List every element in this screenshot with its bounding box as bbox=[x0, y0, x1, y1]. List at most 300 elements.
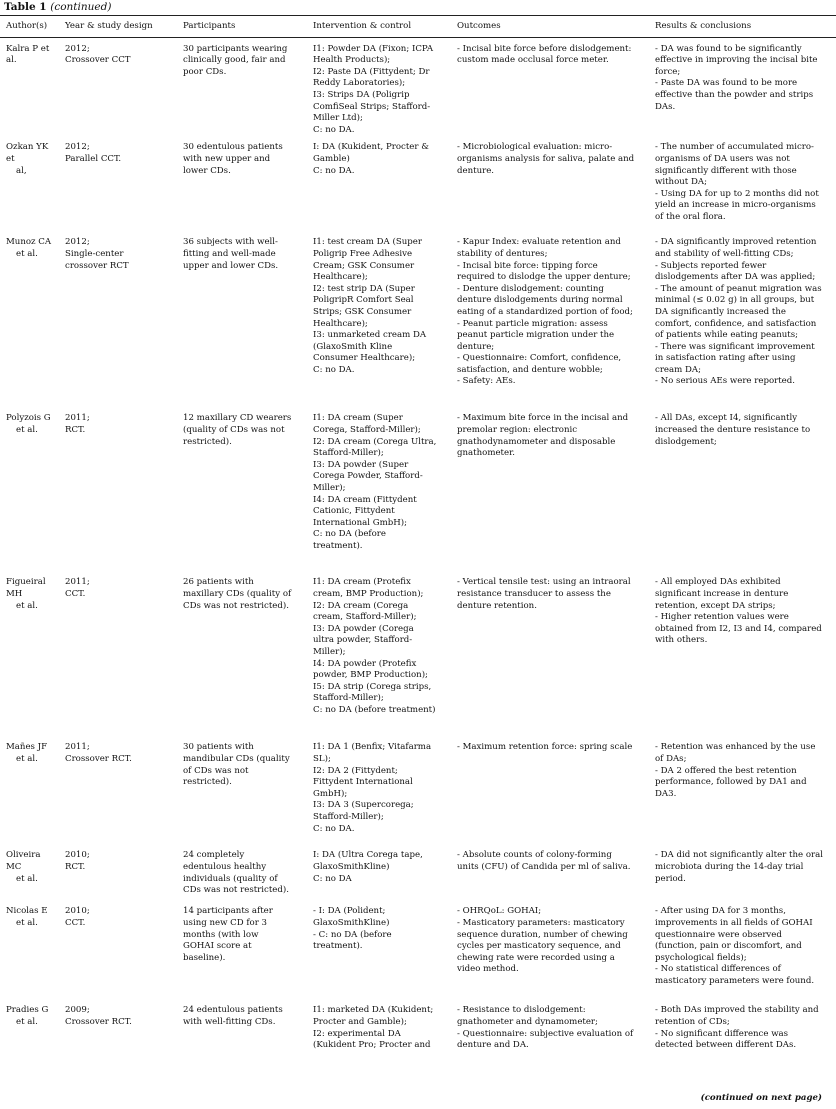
cell-text-line: Munoz CA bbox=[6, 237, 52, 248]
cell-intervention bbox=[307, 407, 451, 571]
cell-text-line: Miller); bbox=[313, 482, 346, 493]
cell-text-line: C: no DA (before bbox=[313, 529, 386, 540]
table-body bbox=[0, 37, 836, 1063]
cell-text-line: increased the denture resistance to bbox=[655, 424, 811, 435]
cell-text-line: significant increase in denture bbox=[655, 588, 789, 599]
cell-text-line: I2: test strip DA (Super bbox=[313, 283, 415, 294]
table-row bbox=[0, 37, 836, 136]
cell-text-line: I4: DA powder (Protefix bbox=[313, 658, 417, 669]
cell-text-line: treatment). bbox=[313, 540, 363, 551]
cell-text-line: (GlaxoSmith Kline bbox=[313, 341, 393, 352]
header-intervention: Intervention & control bbox=[307, 16, 451, 38]
cell-text-line: 2012; bbox=[65, 142, 90, 153]
table-row bbox=[0, 736, 836, 844]
cell-text-line: chewing rate were recorded using a bbox=[457, 952, 615, 963]
cell-text-line: Reddy Laboratories); bbox=[313, 78, 406, 89]
cell-outcomes bbox=[451, 231, 649, 407]
cell-participants bbox=[177, 231, 307, 407]
cell-results bbox=[649, 407, 836, 571]
cell-text-line: stability of dentures; bbox=[457, 248, 548, 259]
cell-text-line: C: no DA. bbox=[313, 823, 355, 834]
cell-text-line: I2: Paste DA (Fittydent; Dr bbox=[313, 66, 430, 77]
header-author: Author(s) bbox=[0, 16, 59, 38]
cell-text-line: restricted). bbox=[183, 436, 232, 447]
cell-text-line: satisfaction, and denture wobble; bbox=[457, 364, 603, 375]
cell-results bbox=[649, 900, 836, 999]
cell-text-line: - Resistance to dislodgement: bbox=[457, 1005, 586, 1016]
cell-text-line: Healthcare); bbox=[313, 318, 368, 329]
cell-text-line: dislodgements after DA was applied; bbox=[655, 272, 816, 283]
cell-text-line: powder, BMP Production); bbox=[313, 670, 428, 681]
cell-participants bbox=[177, 571, 307, 736]
cell-outcomes bbox=[451, 136, 649, 231]
cell-text-line: Figueiral MH bbox=[6, 577, 46, 599]
cell-text-line: Kalra P et al. bbox=[6, 43, 50, 66]
cell-text-line: Mañes JF bbox=[6, 742, 48, 753]
cell-text-line: with well-fitting CDs. bbox=[183, 1016, 276, 1027]
cell-text-line: - Maximum bite force in the incisal and bbox=[457, 413, 629, 424]
cell-text-line: I1: marketed DA (Kukident; bbox=[313, 1005, 434, 1016]
table-title: Table 1 bbox=[4, 1, 47, 13]
cell-text-line: required to dislodge the upper denture; bbox=[457, 272, 631, 283]
cell-text-line: - There was significant improvement bbox=[655, 341, 815, 352]
cell-text-line: Miller); bbox=[313, 646, 346, 657]
table-continued-label: (continued) bbox=[50, 1, 112, 13]
cell-text-line: PoligripR Comfort Seal bbox=[313, 295, 414, 306]
cell-text-line: I: DA (Ultra Corega tape, bbox=[313, 850, 423, 861]
cell-results bbox=[649, 844, 836, 900]
cell-participants bbox=[177, 999, 307, 1063]
cell-text-line: 30 patients with bbox=[183, 742, 254, 753]
cell-text-line: retention of CDs; bbox=[655, 1016, 730, 1027]
cell-text-line: 24 completely bbox=[183, 850, 245, 861]
cell-text-line: Corega Powder, Stafford- bbox=[313, 471, 423, 482]
cell-text-line: 30 participants wearing bbox=[183, 43, 288, 54]
cell-text-line: Corega, Stafford-Miller); bbox=[313, 424, 421, 435]
cell-text-line: - Peanut particle migration: assess bbox=[457, 318, 608, 329]
cell-text-line: performance, followed by DA1 and bbox=[655, 777, 807, 788]
cell-text-line: RCT. bbox=[65, 424, 86, 435]
cell-text-line: Crossover CCT bbox=[65, 55, 131, 66]
cell-text-line: microbiota during the 14-day trial bbox=[655, 861, 804, 872]
cell-text-line: resistance transducer to assess the bbox=[457, 588, 611, 599]
cell-text-line: et al. bbox=[16, 424, 38, 435]
cell-text-line: ultra powder, Stafford- bbox=[313, 635, 413, 646]
cell-text-line: significantly different with those bbox=[655, 165, 797, 176]
cell-text-line: 2012; bbox=[65, 237, 90, 248]
cell-text-line: Stafford-Miller); bbox=[313, 448, 384, 459]
cell-results bbox=[649, 571, 836, 736]
cell-text-line: - Denture dislodgement: counting bbox=[457, 283, 604, 294]
table-row bbox=[0, 136, 836, 231]
cell-text-line: (quality of CDs was not bbox=[183, 424, 285, 435]
table-row bbox=[0, 999, 836, 1063]
cell-text-line: baseline). bbox=[183, 952, 226, 963]
cell-year-design bbox=[59, 999, 177, 1063]
cell-text-line: cream, BMP Production); bbox=[313, 588, 424, 599]
cell-text-line: sequence duration, number of chewing bbox=[457, 929, 628, 940]
cell-text-line: et al. bbox=[16, 753, 38, 764]
cell-text-line: improvements in all fields of GOHAI bbox=[655, 917, 813, 928]
cell-intervention bbox=[307, 136, 451, 231]
cell-year-design bbox=[59, 736, 177, 844]
continued-footer: (continued on next page) bbox=[700, 1093, 822, 1103]
cell-text-line: individuals (quality of bbox=[183, 873, 278, 884]
header-year-design: Year & study design bbox=[59, 16, 177, 38]
cell-text-line: period. bbox=[655, 873, 686, 884]
cell-text-line: CCT. bbox=[65, 917, 86, 928]
cell-text-line: - C: no DA (before bbox=[313, 929, 392, 940]
cell-intervention bbox=[307, 999, 451, 1063]
cell-author bbox=[0, 736, 59, 844]
cell-text-line: denture dislodgements during normal bbox=[457, 295, 623, 306]
cell-text-line: 2011; bbox=[65, 413, 90, 424]
cell-text-line: video method. bbox=[457, 964, 519, 975]
cell-text-line: - All DAs, except I4, significantly bbox=[655, 413, 798, 424]
cell-text-line: edentulous healthy bbox=[183, 861, 267, 872]
cell-results bbox=[649, 999, 836, 1063]
cell-text-line: masticatory parameters were found. bbox=[655, 975, 815, 986]
cell-text-line: gnathometer. bbox=[457, 448, 515, 459]
cell-text-line: detected between different DAs. bbox=[655, 1040, 797, 1051]
cell-text-line: maxillary CDs (quality of bbox=[183, 588, 292, 599]
cell-text-line: - The amount of peanut migration was bbox=[655, 283, 822, 294]
cell-participants bbox=[177, 844, 307, 900]
cell-text-line: yield an increase in micro-organisms bbox=[655, 200, 816, 211]
cell-text-line: 2012; bbox=[65, 43, 90, 54]
cell-text-line: gnathodynamometer and disposable bbox=[457, 436, 616, 447]
cell-text-line: - Using DA for up to 2 months did not bbox=[655, 188, 819, 199]
cell-participants bbox=[177, 900, 307, 999]
header-results: Results & conclusions bbox=[649, 16, 836, 38]
cell-text-line: months (with low bbox=[183, 929, 259, 940]
cell-author bbox=[0, 571, 59, 736]
cell-text-line: - OHRQoL: GOHAI; bbox=[457, 906, 542, 917]
cell-intervention bbox=[307, 37, 451, 136]
cell-text-line: C: no DA bbox=[313, 873, 352, 884]
cell-text-line: - DA significantly improved retention bbox=[655, 237, 817, 248]
cell-text-line: fitting and well-made bbox=[183, 248, 276, 259]
cell-participants bbox=[177, 136, 307, 231]
cell-intervention bbox=[307, 736, 451, 844]
cell-text-line: - Absolute counts of colony-forming bbox=[457, 850, 612, 861]
cell-text-line: eating of a standardized portion of food; bbox=[457, 306, 633, 317]
cell-text-line: Polyzois G bbox=[6, 413, 51, 424]
cell-text-line: Gamble) bbox=[313, 153, 350, 164]
cell-text-line: Nicolas E bbox=[6, 906, 48, 917]
cell-text-line: and stability of well-fitting CDs; bbox=[655, 248, 794, 259]
cell-text-line: without DA; bbox=[655, 177, 707, 188]
cell-text-line: I2: DA cream (Corega bbox=[313, 600, 409, 611]
cell-text-line: organisms of DA users was not bbox=[655, 153, 790, 164]
cell-text-line: C: no DA. bbox=[313, 165, 355, 176]
cell-text-line: - Higher retention values were bbox=[655, 612, 789, 623]
cell-text-line: 2011; bbox=[65, 577, 90, 588]
cell-participants bbox=[177, 407, 307, 571]
cell-text-line: effective in improving the incisal bite bbox=[655, 55, 818, 66]
cell-intervention bbox=[307, 231, 451, 407]
cell-intervention bbox=[307, 571, 451, 736]
cell-text-line: restricted). bbox=[183, 777, 232, 788]
cell-text-line: I1: DA 1 (Benfix; Vitafarma bbox=[313, 742, 432, 753]
cell-text-line: I1: DA cream (Super bbox=[313, 413, 403, 424]
cell-text-line: - Safety: AEs. bbox=[457, 376, 516, 387]
cell-text-line: I4: DA cream (Fittydent bbox=[313, 494, 417, 505]
cell-text-line: 2010; bbox=[65, 850, 90, 861]
cell-text-line: Cationic, Fittydent bbox=[313, 506, 395, 517]
cell-text-line: - Incisal bite force before dislodgement: bbox=[457, 43, 632, 54]
cell-participants bbox=[177, 736, 307, 844]
cell-year-design bbox=[59, 844, 177, 900]
cell-text-line: International GmbH); bbox=[313, 517, 408, 528]
cell-outcomes bbox=[451, 844, 649, 900]
cell-text-line: CCT. bbox=[65, 588, 86, 599]
cell-text-line: I5: DA strip (Corega strips, bbox=[313, 681, 432, 692]
cell-text-line: 30 edentulous patients bbox=[183, 142, 283, 153]
cell-text-line: Strips; GSK Consumer bbox=[313, 306, 412, 317]
cell-text-line: organisms analysis for saliva, palate and bbox=[457, 153, 635, 164]
cell-text-line: upper and lower CDs. bbox=[183, 260, 279, 271]
cell-text-line: Fittydent International bbox=[313, 777, 413, 788]
cell-text-line: - Both DAs improved the stability and bbox=[655, 1005, 819, 1016]
cell-text-line: I3: DA 3 (Supercorega; bbox=[313, 800, 414, 811]
table-header-row bbox=[0, 16, 836, 38]
cell-text-line: Ozkan YK et bbox=[6, 142, 49, 164]
cell-text-line: GlaxoSmithKline) bbox=[313, 917, 390, 928]
cell-results bbox=[649, 37, 836, 136]
cell-text-line: Pradies G bbox=[6, 1005, 49, 1016]
cell-text-line: retention, except DA strips; bbox=[655, 600, 776, 611]
cell-text-line: custom made occlusal force meter. bbox=[457, 55, 609, 66]
cell-text-line: (function, pain or discomfort, and bbox=[655, 941, 802, 952]
cell-text-line: Consumer Healthcare); bbox=[313, 353, 416, 364]
cell-text-line: I3: DA powder (Corega bbox=[313, 623, 414, 634]
cell-text-line: Oliveira MC bbox=[6, 850, 41, 872]
cell-text-line: peanut particle migration under the bbox=[457, 330, 615, 341]
cell-text-line: I: DA (Kukident, Procter & bbox=[313, 142, 429, 153]
cell-text-line: I3: unmarketed cream DA bbox=[313, 330, 427, 341]
cell-text-line: et al. bbox=[16, 917, 38, 928]
cell-year-design bbox=[59, 407, 177, 571]
cell-author bbox=[0, 900, 59, 999]
cell-text-line: questionnaire were observed bbox=[655, 929, 782, 940]
cell-text-line: I2: DA cream (Corega Ultra, bbox=[313, 436, 437, 447]
cell-text-line: et al. bbox=[16, 248, 38, 259]
cell-year-design bbox=[59, 900, 177, 999]
cell-author bbox=[0, 844, 59, 900]
cell-text-line: of the oral flora. bbox=[655, 211, 726, 222]
cell-author bbox=[0, 37, 59, 136]
cell-text-line: 24 edentulous patients bbox=[183, 1005, 283, 1016]
cell-text-line: et al. bbox=[16, 1016, 38, 1027]
cell-text-line: Single-center bbox=[65, 248, 124, 259]
cell-text-line: - I: DA (Polident; bbox=[313, 906, 386, 917]
table-row bbox=[0, 844, 836, 900]
cell-intervention bbox=[307, 844, 451, 900]
cell-text-line: - No statistical differences of bbox=[655, 964, 781, 975]
cell-text-line: of CDs was not bbox=[183, 765, 249, 776]
cell-text-line: - No serious AEs were reported. bbox=[655, 376, 796, 387]
cell-text-line: 36 subjects with well- bbox=[183, 237, 278, 248]
cell-participants bbox=[177, 37, 307, 136]
cell-text-line: - DA 2 offered the best retention bbox=[655, 765, 797, 776]
cell-outcomes bbox=[451, 999, 649, 1063]
cell-text-line: al, bbox=[16, 165, 27, 176]
header-outcomes: Outcomes bbox=[451, 16, 649, 38]
cell-text-line: DAs. bbox=[655, 101, 676, 112]
cell-text-line: obtained from I2, I3 and I4, compared bbox=[655, 623, 822, 634]
cell-text-line: units (CFU) of Candida per ml of saliva. bbox=[457, 861, 631, 872]
cell-text-line: I1: test cream DA (Super bbox=[313, 237, 422, 248]
cell-text-line: DA significantly increased the bbox=[655, 306, 786, 317]
cell-author bbox=[0, 999, 59, 1063]
cell-text-line: mandibular CDs (quality bbox=[183, 753, 290, 764]
cell-intervention bbox=[307, 900, 451, 999]
cell-text-line: - Questionnaire: subjective evaluation of bbox=[457, 1028, 634, 1039]
cell-results bbox=[649, 736, 836, 844]
cell-text-line: - Incisal bite force: tipping force bbox=[457, 260, 598, 271]
cell-text-line: ComfiSeal Strips; Stafford- bbox=[313, 101, 431, 112]
cell-text-line: cycles per masticatory sequence, and bbox=[457, 941, 621, 952]
cell-text-line: I1: DA cream (Protefix bbox=[313, 577, 411, 588]
cell-text-line: 14 participants after bbox=[183, 906, 273, 917]
cell-text-line: lower CDs. bbox=[183, 165, 231, 176]
cell-text-line: effective than the powder and strips bbox=[655, 89, 814, 100]
cell-text-line: denture. bbox=[457, 165, 495, 176]
cell-text-line: - DA did not significantly alter the oral bbox=[655, 850, 823, 861]
cell-text-line: Miller Ltd); bbox=[313, 113, 363, 124]
cell-outcomes bbox=[451, 37, 649, 136]
cell-text-line: dislodgement; bbox=[655, 436, 717, 447]
cell-text-line: I3: Strips DA (Poligrip bbox=[313, 89, 410, 100]
cell-text-line: GmbH); bbox=[313, 788, 348, 799]
cell-author bbox=[0, 136, 59, 231]
cell-text-line: GOHAI score at bbox=[183, 941, 252, 952]
cell-outcomes bbox=[451, 900, 649, 999]
cell-text-line: gnathometer and dynamometer; bbox=[457, 1016, 598, 1027]
cell-text-line: denture retention. bbox=[457, 600, 537, 611]
cell-text-line: with others. bbox=[655, 635, 708, 646]
cell-author bbox=[0, 231, 59, 407]
cell-text-line: Stafford-Miller); bbox=[313, 811, 384, 822]
cell-text-line: 2010; bbox=[65, 906, 90, 917]
studies-table bbox=[0, 15, 836, 1063]
cell-text-line: cream, Stafford-Miller); bbox=[313, 612, 417, 623]
cell-text-line: - Microbiological evaluation: micro- bbox=[457, 142, 613, 153]
cell-results bbox=[649, 136, 836, 231]
cell-text-line: SL); bbox=[313, 753, 331, 764]
cell-text-line: - No significant difference was bbox=[655, 1028, 789, 1039]
cell-text-line: - Kapur Index: evaluate retention and bbox=[457, 237, 621, 248]
cell-author bbox=[0, 407, 59, 571]
cell-text-line: Healthcare); bbox=[313, 272, 368, 283]
cell-text-line: treatment). bbox=[313, 941, 363, 952]
table-row bbox=[0, 407, 836, 571]
cell-text-line: 12 maxillary CD wearers bbox=[183, 413, 292, 424]
header-participants: Participants bbox=[177, 16, 307, 38]
cell-text-line: 26 patients with bbox=[183, 577, 254, 588]
cell-text-line: of DAs; bbox=[655, 753, 687, 764]
cell-text-line: I3: DA powder (Super bbox=[313, 459, 409, 470]
table-row bbox=[0, 571, 836, 736]
cell-results bbox=[649, 231, 836, 407]
cell-text-line: poor CDs. bbox=[183, 66, 227, 77]
cell-text-line: et al. bbox=[16, 600, 38, 611]
cell-text-line: denture; bbox=[457, 341, 495, 352]
cell-text-line: - Retention was enhanced by the use bbox=[655, 742, 816, 753]
cell-text-line: Poligrip Free Adhesive bbox=[313, 248, 413, 259]
table-caption bbox=[4, 1, 111, 13]
cell-text-line: Parallel CCT. bbox=[65, 153, 122, 164]
cell-text-line: C: no DA. bbox=[313, 364, 355, 375]
cell-text-line: 2011; bbox=[65, 742, 90, 753]
cell-text-line: Crossover RCT. bbox=[65, 1016, 132, 1027]
table-row bbox=[0, 231, 836, 407]
cell-text-line: using new CD for 3 bbox=[183, 917, 268, 928]
cell-text-line: Crossover RCT. bbox=[65, 753, 132, 764]
cell-text-line: Health Products); bbox=[313, 55, 391, 66]
cell-text-line: CDs was not restricted). bbox=[183, 885, 289, 896]
cell-text-line: minimal (≤ 0.02 g) in all groups, but bbox=[655, 295, 815, 306]
cell-text-line: - All employed DAs exhibited bbox=[655, 577, 781, 588]
cell-text-line: psychological fields); bbox=[655, 952, 747, 963]
cell-text-line: - Subjects reported fewer bbox=[655, 260, 767, 271]
cell-text-line: Cream; GSK Consumer bbox=[313, 260, 415, 271]
cell-text-line: with new upper and bbox=[183, 153, 271, 164]
cell-text-line: - After using DA for 3 months, bbox=[655, 906, 786, 917]
cell-text-line: clinically good, fair and bbox=[183, 55, 286, 66]
cell-text-line: in satisfaction rating after using bbox=[655, 353, 796, 364]
cell-text-line: - DA was found to be significantly bbox=[655, 43, 802, 54]
cell-year-design bbox=[59, 136, 177, 231]
cell-text-line: premolar region: electronic bbox=[457, 424, 578, 435]
cell-text-line: - Vertical tensile test: using an intraoral bbox=[457, 577, 631, 588]
cell-text-line: CDs was not restricted). bbox=[183, 600, 289, 611]
cell-text-line: Stafford-Miller); bbox=[313, 693, 384, 704]
cell-text-line: cream DA; bbox=[655, 364, 702, 375]
cell-text-line: et al. bbox=[16, 873, 38, 884]
cell-text-line: crossover RCT bbox=[65, 260, 129, 271]
cell-text-line: 2009; bbox=[65, 1005, 90, 1016]
cell-outcomes bbox=[451, 407, 649, 571]
cell-text-line: RCT. bbox=[65, 861, 86, 872]
cell-year-design bbox=[59, 231, 177, 407]
table-row bbox=[0, 900, 836, 999]
cell-year-design bbox=[59, 37, 177, 136]
cell-text-line: comfort, confidence, and satisfaction bbox=[655, 318, 817, 329]
cell-text-line: GlaxoSmithKline) bbox=[313, 861, 390, 872]
cell-outcomes bbox=[451, 571, 649, 736]
cell-text-line: C: no DA. bbox=[313, 124, 355, 135]
cell-text-line: I1: Powder DA (Fixon; ICPA bbox=[313, 43, 434, 54]
cell-text-line: C: no DA (before treatment) bbox=[313, 704, 436, 715]
cell-text-line: - Masticatory parameters: masticatory bbox=[457, 917, 625, 928]
cell-text-line: - Paste DA was found to be more bbox=[655, 78, 798, 89]
cell-text-line: of patients while eating peanuts; bbox=[655, 330, 799, 341]
cell-text-line: - Maximum retention force: spring scale bbox=[457, 742, 633, 753]
cell-text-line: force; bbox=[655, 66, 681, 77]
cell-text-line: - The number of accumulated micro- bbox=[655, 142, 814, 153]
cell-text-line: DA3. bbox=[655, 788, 677, 799]
cell-text-line: - Questionnaire: Comfort, confidence, bbox=[457, 353, 622, 364]
cell-text-line: I2: experimental DA bbox=[313, 1028, 401, 1039]
cell-text-line: denture and DA. bbox=[457, 1040, 529, 1051]
cell-outcomes bbox=[451, 736, 649, 844]
cell-text-line: (Kukident Pro; Procter and bbox=[313, 1040, 431, 1051]
cell-text-line: I2: DA 2 (Fittydent; bbox=[313, 765, 398, 776]
cell-text-line: Procter and Gamble); bbox=[313, 1016, 407, 1027]
cell-year-design bbox=[59, 571, 177, 736]
